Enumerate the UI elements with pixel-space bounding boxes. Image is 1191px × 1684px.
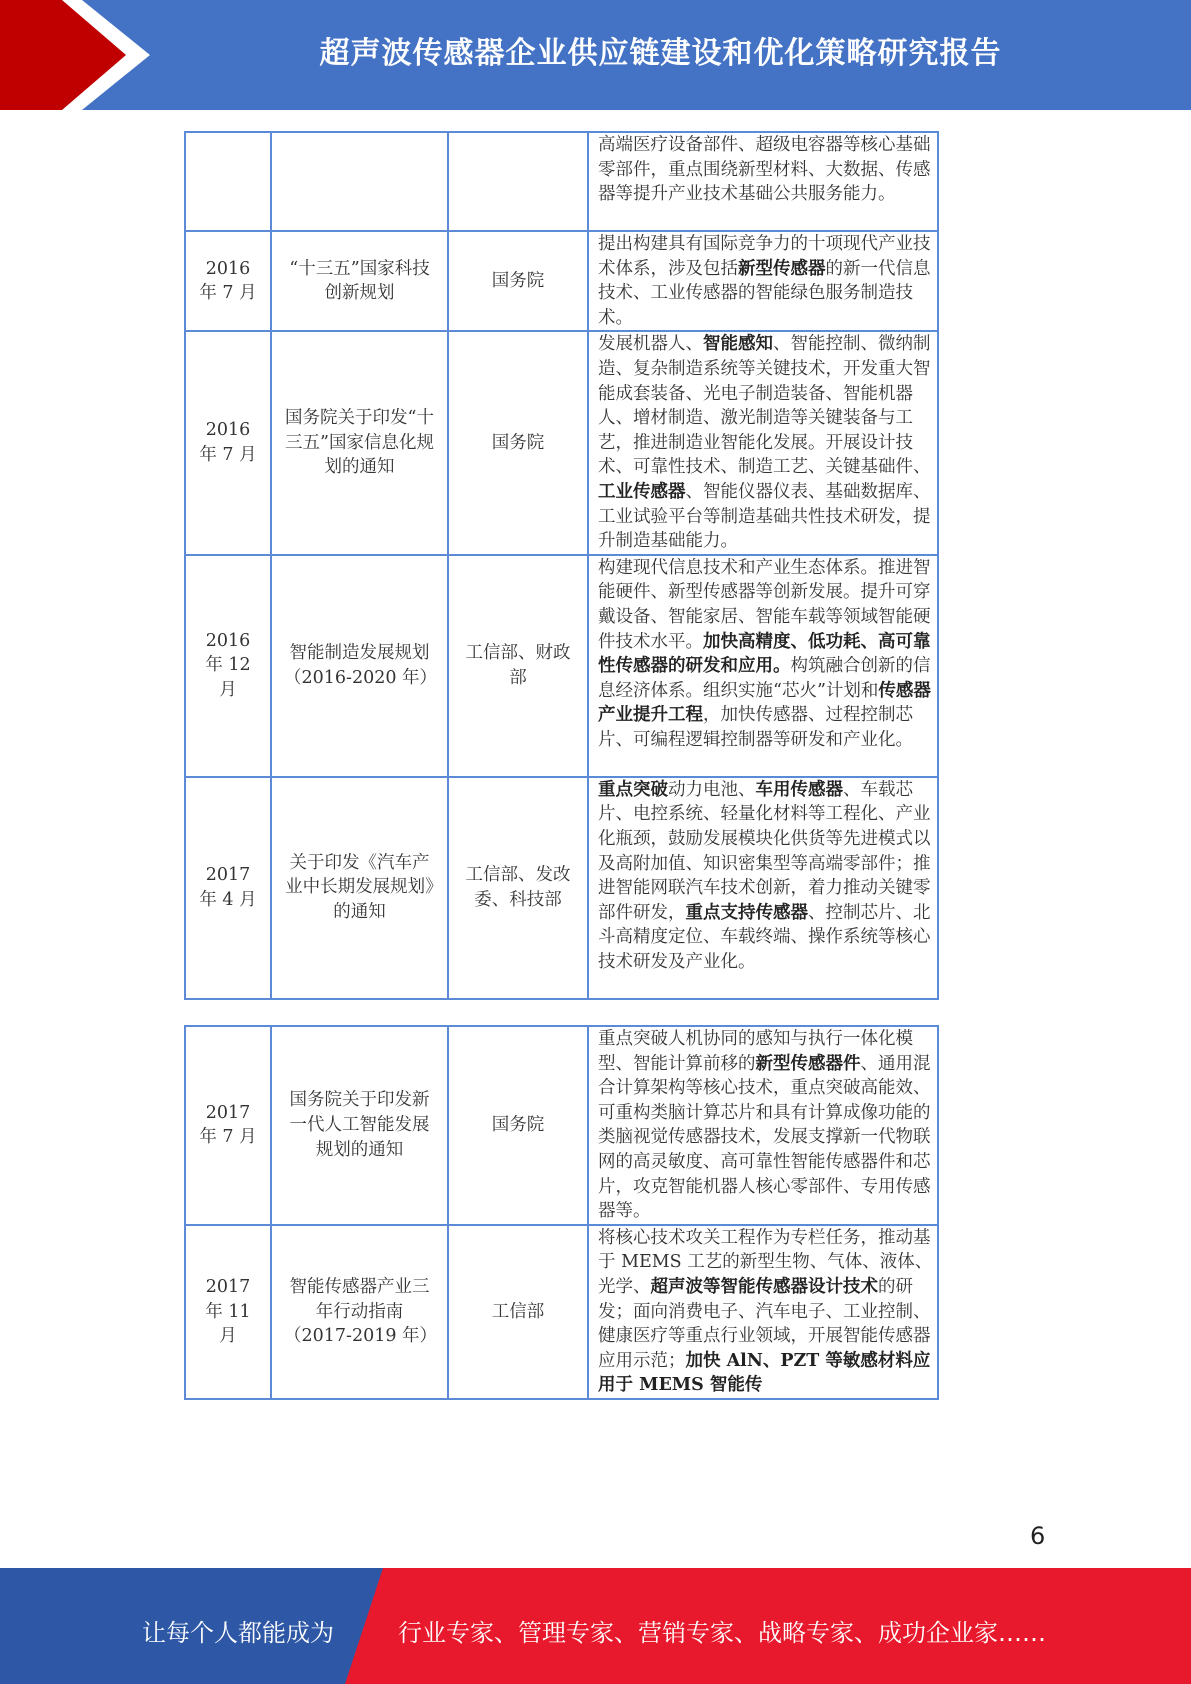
description-text: 、控制芯片、北斗高精度定位、车载终端、操作系统等核心技术研发及产业化。 (598, 902, 931, 972)
emphasized-text: 车用传感器 (755, 779, 843, 800)
policy-name-cell: 智能传感器产业三年行动指南（2017-2019 年） (271, 1225, 448, 1399)
description-text: 构建现代信息技术和产业生态体系。推进智能硬件、新型传感器等创新发展。提升可穿戴设备、智能家居、智能车载等领域智能硬件技术水平。 (598, 557, 931, 652)
table-row (185, 231, 938, 331)
emphasized-text: 重点突破 (598, 779, 668, 800)
policy-table-2 (184, 1025, 939, 1400)
table-row (185, 555, 938, 777)
policy-name-cell: 国务院关于印发“十三五”国家信息化规划的通知 (271, 331, 448, 554)
description-text: 将核心技术攻关工程作为专栏任务，推动基于 MEMS 工艺的新型生物、气体、液体、光学、 (598, 1227, 933, 1297)
description-text: 动力电池、 (668, 779, 756, 800)
footer-slogan-left: 让每个人都能成为 (142, 1619, 334, 1647)
emphasized-text: 传感器产业提升工程 (598, 680, 931, 726)
description-text: 、通用混合计算架构等核心技术，重点突破高能效、可重构类脑计算芯片和具有计算成像功能的类脑视觉传感器技术，发展支撑新一代物联网的高灵敏度、高可靠性智能传感器件和芯片，攻克智能机器人核心零部件、专用传感器等。 (598, 1053, 931, 1222)
department-cell: 国务院 (448, 331, 588, 554)
emphasized-text: 工业传感器 (598, 481, 686, 502)
table-row (185, 132, 938, 231)
date-cell: 2017 年 4 月 (185, 777, 271, 999)
emphasized-text: 超声波等智能传感器设计技术 (650, 1276, 878, 1297)
description-text: 提出构建具有国际竞争力的十项现代产业技术体系，涉及包括 (598, 234, 931, 279)
department-cell: 工信部、财政部 (448, 555, 588, 777)
description-text: ，加快传感器、过程控制芯片、可编程逻辑控制器等研发和产业化。 (598, 705, 913, 750)
description-text: 的研发；面向消费电子、汽车电子、工业控制、健康医疗等重点行业领域，开展智能传感器应用示范； (598, 1276, 931, 1371)
policy-name-cell (271, 132, 448, 231)
footer-slogan-right: 行业专家、管理专家、营销专家、战略专家、成功企业家…… (398, 1619, 1046, 1647)
description-cell (588, 555, 938, 777)
report-title: 超声波传感器企业供应链建设和优化策略研究报告 (319, 36, 1002, 71)
emphasized-text: 加快高精度、低功耗、高可靠性传感器的研发和应用。 (598, 631, 931, 677)
page-footer (0, 1568, 1191, 1684)
department-cell: 工信部 (448, 1225, 588, 1399)
policy-name-cell: 关于印发《汽车产业中长期发展规划》的通知 (271, 777, 448, 999)
description-text: 重点突破人机协同的感知与执行一体化模型、智能计算前移的 (598, 1029, 913, 1074)
date-cell: 2016 年 7 月 (185, 331, 271, 554)
policy-name-cell: 智能制造发展规划（2016-2020 年） (271, 555, 448, 777)
description-text: 的新一代信息技术、工业传感器的智能绿色服务制造技术。 (598, 258, 931, 328)
description-cell (588, 1225, 938, 1399)
policy-name-cell: “十三五”国家科技创新规划 (271, 231, 448, 331)
emphasized-text: 新型传感器 (738, 258, 826, 279)
date-cell: 2017 年 11 月 (185, 1225, 271, 1399)
date-cell (185, 132, 271, 231)
emphasized-text: 加快 AlN、PZT 等敏感材料应用于 MEMS 智能传 (598, 1350, 931, 1396)
description-cell (588, 331, 938, 554)
description-cell (588, 1026, 938, 1225)
table-row (185, 777, 938, 999)
date-cell: 2017 年 7 月 (185, 1026, 271, 1225)
description-text: 发展机器人、 (598, 334, 703, 355)
header-chevron-icon (0, 0, 160, 110)
emphasized-text: 新型传感器件 (755, 1053, 861, 1074)
table-row (185, 1225, 938, 1399)
description-text: 、智能控制、微纳制造、复杂制造系统等关键技术，开发重大智能成套装备、光电子制造装备、智能机器人、增材制造、激光制造等关键装备与工艺，推进制造业智能化发展。开展设计技术、可靠性技术、制造工艺、关键基础件、 (598, 334, 931, 478)
description-text: 、车载芯片、电控系统、轻量化材料等工程化、产业化瓶颈，鼓励发展模块化供货等先进模式以及高附加值、知识密集型等高端零部件；推进智能网联汽车技术创新，着力推动关键零部件研发， (598, 779, 931, 923)
table-row (185, 331, 938, 554)
description-cell (588, 231, 938, 331)
department-cell: 国务院 (448, 1026, 588, 1225)
date-cell: 2016 年 7 月 (185, 231, 271, 331)
department-cell: 国务院 (448, 231, 588, 331)
description-text: 、智能仪器仪表、基础数据库、工业试验平台等制造基础共性技术研发，提升制造基础能力。 (598, 481, 931, 552)
table-row (185, 1026, 938, 1225)
description-cell (588, 132, 938, 231)
department-cell: 工信部、发改委、科技部 (448, 777, 588, 999)
description-cell (588, 777, 938, 999)
page-header (0, 0, 1191, 110)
policy-name-cell: 国务院关于印发新一代人工智能发展规划的通知 (271, 1026, 448, 1225)
emphasized-text: 智能感知 (703, 334, 773, 355)
page-number: 6 (1030, 1522, 1046, 1550)
emphasized-text: 重点支持传感器 (685, 902, 808, 923)
description-text: 高端医疗设备部件、超级电容器等核心基础零部件，重点围绕新型材料、大数据、传感器等提升产业技术基础公共服务能力。 (598, 135, 931, 205)
date-cell: 2016 年 12 月 (185, 555, 271, 777)
policy-table-1 (184, 131, 939, 1000)
department-cell (448, 132, 588, 231)
description-text: 构筑融合创新的信息经济体系。组织实施“芯火”计划和 (598, 656, 931, 701)
